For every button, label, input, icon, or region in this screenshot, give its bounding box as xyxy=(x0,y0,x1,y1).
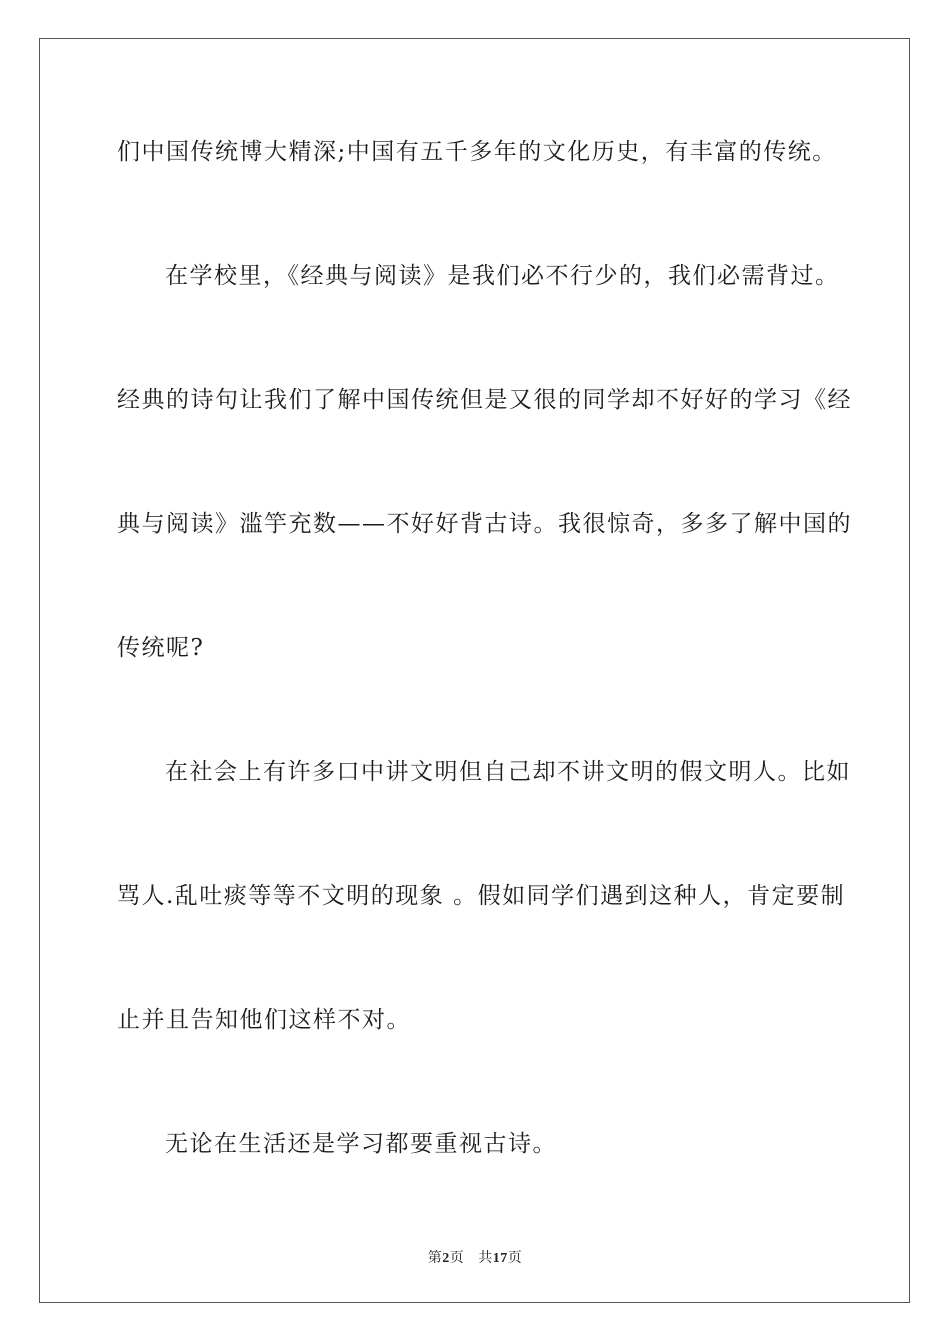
page-footer xyxy=(0,1247,950,1267)
text-line: 在社会上有许多口中讲文明但自己却不讲文明的假文明人。比如 xyxy=(165,759,851,785)
total-suffix: 页 xyxy=(507,1251,523,1266)
text-line: 经典的诗句让我们了解中国传统但是又很的同学却不好好的学习《经 xyxy=(117,387,852,413)
page-prefix: 第 xyxy=(427,1251,443,1266)
page-suffix: 页 xyxy=(449,1251,465,1266)
total-prefix: 共 xyxy=(478,1251,493,1266)
text-line: 们中国传统博大精深;中国有五千多年的文化历史，有丰富的传统。 xyxy=(117,139,837,165)
text-line: 无论在生活还是学习都要重视古诗。 xyxy=(165,1131,557,1157)
text-line: 骂人.乱吐痰等等不文明的现象 。假如同学们遇到这种人，肯定要制 xyxy=(117,883,846,909)
text-line: 在学校里，《经典与阅读》是我们必不行少的，我们必需背过。 xyxy=(165,263,840,289)
text-line: 止并且告知他们这样不对。 xyxy=(117,1007,411,1033)
page-number: 2 xyxy=(442,1251,450,1266)
page-border xyxy=(39,38,910,1303)
text-line: 传统呢? xyxy=(117,635,205,661)
text-line: 典与阅读》滥竽充数——不好好背古诗。我很惊奇，多多了解中国的 xyxy=(117,511,852,537)
total-pages: 17 xyxy=(492,1251,508,1266)
